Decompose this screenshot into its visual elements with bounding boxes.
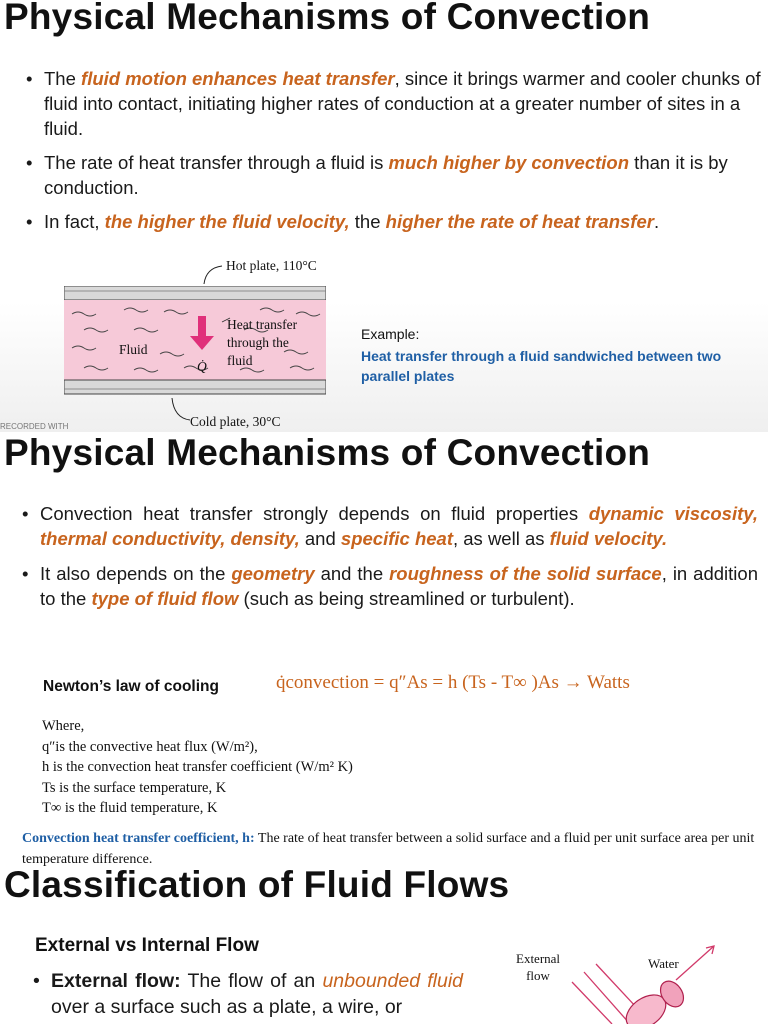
text: , in addition to the — [40, 563, 758, 609]
fluid-label: Fluid — [119, 342, 148, 357]
flow-diagram — [500, 942, 760, 1024]
bullet-item — [22, 501, 758, 551]
emphasis-text: fluid motion enhances heat transfer — [81, 68, 395, 89]
emphasis-text: geometry — [231, 563, 315, 584]
cold-plate-label: Cold plate, 30°C — [190, 414, 281, 429]
leader-line — [168, 396, 192, 424]
slide-3 — [0, 868, 768, 1024]
example-title: Example: — [361, 326, 420, 342]
bullet-list — [33, 968, 463, 1020]
cold-plate — [64, 380, 326, 394]
text: Heat transfer — [227, 317, 298, 332]
text: In fact, — [44, 211, 105, 232]
variable-definitions — [42, 716, 353, 819]
text: over a surface such as a plate, a wire, or — [51, 996, 403, 1018]
text: , as well as — [452, 528, 550, 549]
bullet-list — [22, 501, 758, 621]
slide-title: Physical Mechanisms of Convection — [4, 432, 651, 473]
text: , since it brings warmer and cooler chunks of fluid into contact, initiating higher rates of conduction at a greater number of sites in a fluid. — [44, 68, 761, 139]
coefficient-definition — [22, 828, 768, 868]
example-text: Heat transfer through a fluid sandwiched between two parallel plates — [361, 348, 722, 384]
text: The — [44, 68, 82, 89]
text: flow — [526, 968, 550, 983]
text: The rate of heat transfer through a fluid is — [44, 152, 389, 173]
where-label: Where, — [42, 718, 85, 734]
hot-plate-label: Hot plate, 110°C — [226, 258, 317, 273]
text: and the — [314, 563, 390, 584]
text: The flow of an — [180, 970, 323, 992]
definition-ts: Ts is the surface temperature, K — [42, 779, 227, 796]
bullet-item — [26, 209, 761, 234]
text: It also depends on the — [40, 563, 232, 584]
bullet-item — [22, 561, 758, 611]
watermark: RECORDED WITH — [0, 422, 69, 431]
q-dot-label: Q̇ — [197, 359, 207, 374]
text: than it is by conduction. — [44, 152, 728, 198]
emphasis-term: External flow: — [51, 970, 181, 992]
leader-line — [200, 262, 224, 286]
definition-h: h is the convection heat transfer coefficient (W/m² K) — [42, 759, 353, 775]
water-label: Water — [648, 956, 679, 971]
emphasis-text: type of fluid flow — [91, 588, 239, 609]
emphasis-text: specific heat — [340, 528, 453, 549]
text: External — [516, 951, 561, 966]
slide-title: Classification of Fluid Flows — [4, 868, 510, 905]
hot-plate — [64, 286, 326, 300]
emphasis-text: roughness of the solid surface — [389, 563, 662, 584]
definition-q: q″is the convective heat flux (W/m²), — [42, 738, 258, 755]
newtons-law-formula: q̇convection = q″As = h (Ts - T∞ )As → Watts — [276, 672, 630, 693]
text: . — [653, 211, 660, 232]
definition-term: Convection heat transfer coefficient, h: — [22, 831, 255, 846]
emphasis-text: unbounded fluid — [322, 970, 464, 992]
slide-title: Physical Mechanisms of Convection — [4, 0, 651, 37]
text: the — [349, 211, 386, 232]
definition-tinf: T∞ is the fluid temperature, K — [42, 800, 218, 816]
bullet-item — [26, 66, 761, 141]
definition-text: The rate of heat transfer between a solid surface and a fluid per unit surface area per unit temperature difference. — [22, 831, 755, 867]
newtons-law-label: Newton’s law of cooling — [43, 678, 219, 695]
slide-1 — [0, 0, 768, 432]
text: through the — [227, 335, 289, 350]
emphasis-text: much higher by convection — [388, 152, 630, 173]
heat-transfer-label — [227, 316, 297, 370]
text: fluid — [227, 353, 253, 368]
subheading: External vs Internal Flow — [35, 935, 259, 956]
emphasis-text: the higher the fluid velocity, — [104, 211, 350, 232]
emphasis-text: dynamic viscosity, thermal conductivity, density, — [40, 503, 758, 549]
text: Convection heat transfer strongly depends on fluid properties — [40, 503, 589, 524]
text: and — [299, 528, 341, 549]
bullet-item — [33, 968, 463, 1020]
text: (such as being streamlined or turbulent). — [238, 588, 575, 609]
emphasis-text: fluid velocity. — [549, 528, 668, 549]
slide-2 — [0, 432, 768, 868]
emphasis-text: higher the rate of heat transfer — [385, 211, 654, 232]
bullet-list — [26, 66, 761, 243]
bullet-item — [26, 150, 761, 200]
external-flow-figure — [500, 942, 760, 1024]
